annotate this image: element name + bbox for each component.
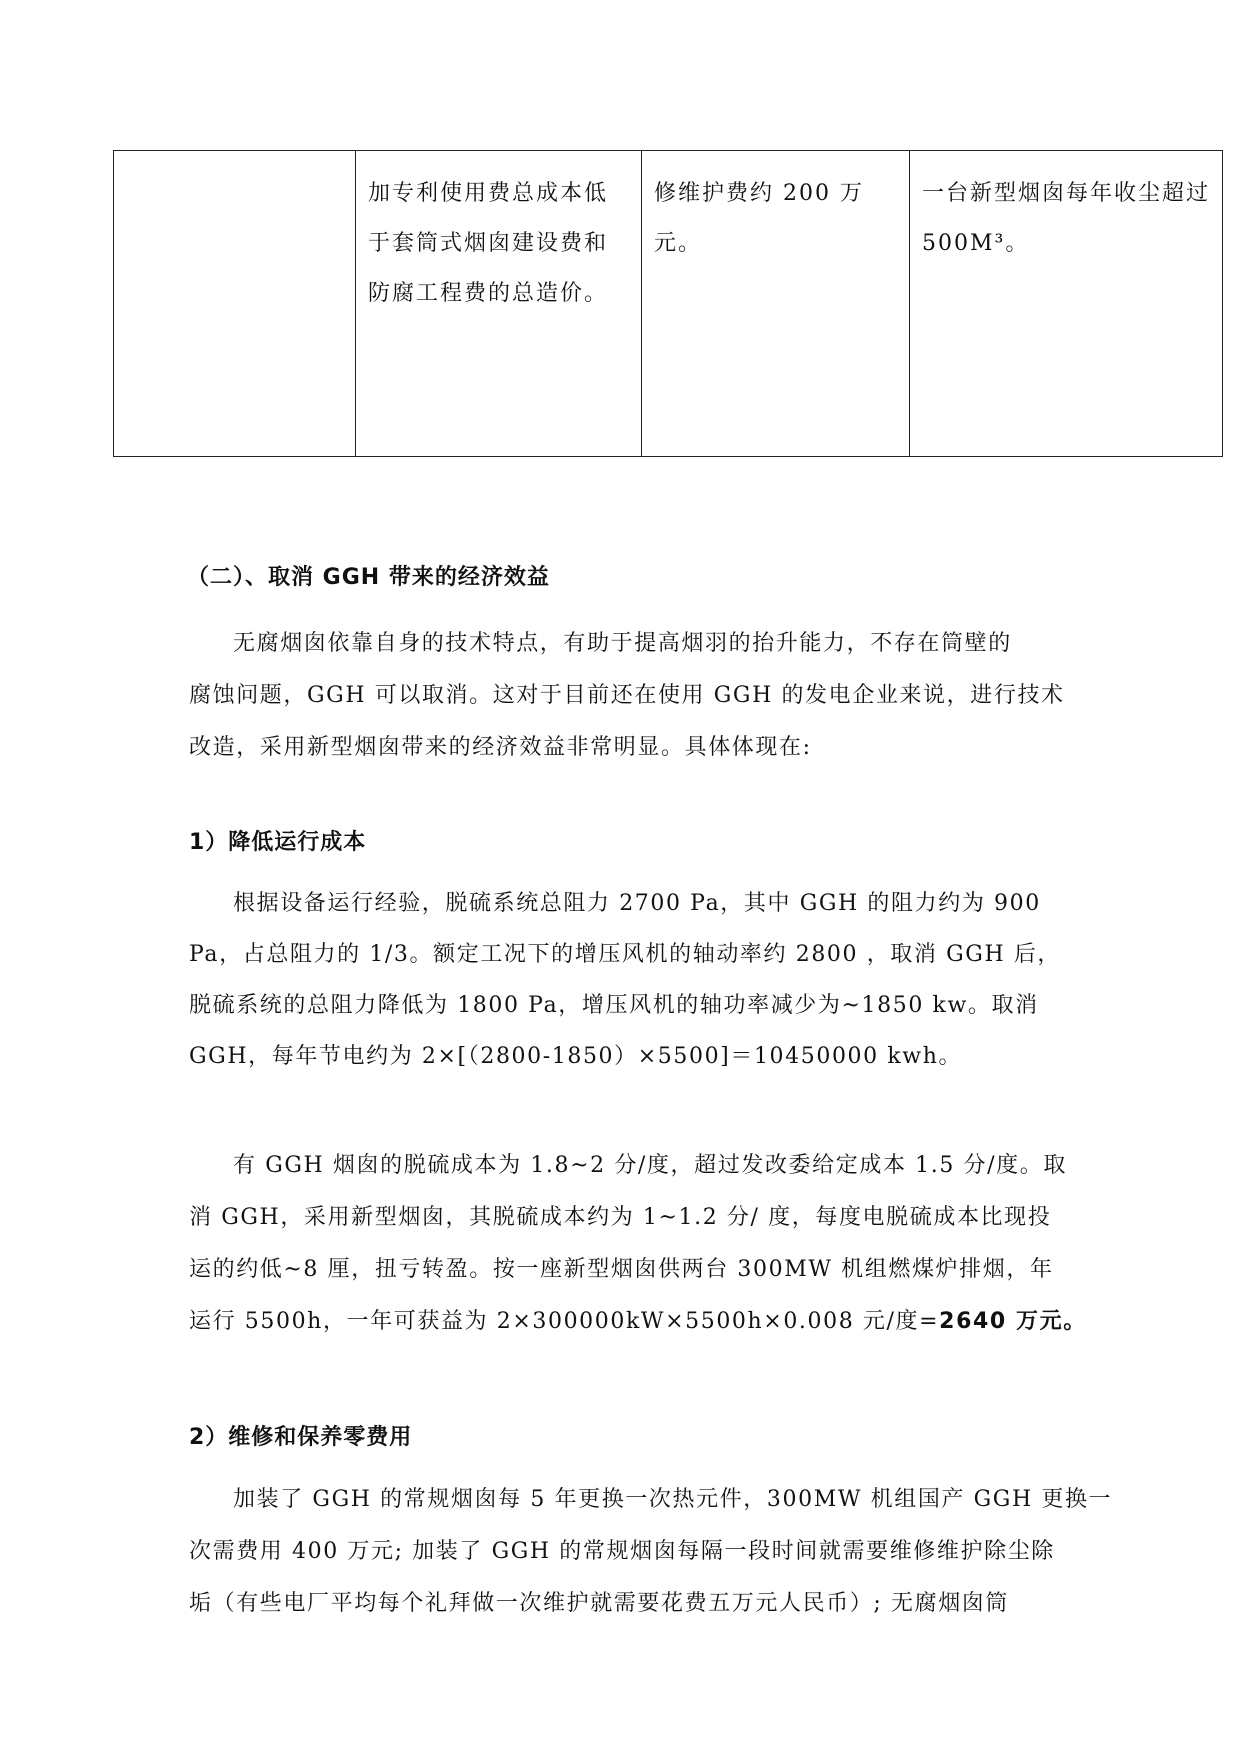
paragraph-line: 次需费用 400 万元; 加装了 GGH 的常规烟囱每隔一段时间就需要维修维护除尘除 bbox=[189, 1539, 1055, 1564]
paragraph-line: 腐蚀问题，GGH 可以取消。这对于目前还在使用 GGH 的发电企业来说，进行技术 bbox=[189, 683, 1065, 708]
paragraph-line: 有 GGH 烟囱的脱硫成本为 1.8~2 分/度，超过发改委给定成本 1.5 分/度。取 bbox=[233, 1153, 1067, 1178]
profit-amount: 2640 万元。 bbox=[939, 1309, 1087, 1334]
paragraph-line: 根据设备运行经验，脱硫系统总阻力 2700 Pa，其中 GGH 的阻力约为 900 bbox=[233, 891, 1041, 916]
paragraph-text: 运行 5500h，一年可获益为 2×300000kW×5500h×0.008 元/度= bbox=[189, 1309, 940, 1334]
cost-paragraph-1 bbox=[189, 878, 1065, 1082]
paragraph-line: 加装了 GGH 的常规烟囱每 5 年更换一次热元件，300MW 机组国产 GGH 更换一 bbox=[233, 1487, 1113, 1512]
paragraph-line: GGH，每年节电约为 2×[（2800-1850）×5500]＝10450000 kwh。 bbox=[189, 1044, 963, 1069]
table-cell-3: 修维护费约 200 万元。 bbox=[642, 151, 910, 457]
paragraph-line: 消 GGH，采用新型烟囱，其脱硫成本约为 1~1.2 分/ 度，每度电脱硫成本比现投 bbox=[189, 1205, 1052, 1230]
comparison-table bbox=[113, 150, 1223, 457]
table-cell-1 bbox=[114, 151, 356, 457]
paragraph-line: 垢（有些电厂平均每个礼拜做一次维护就需要花费五万元人民币）; 无腐烟囱筒 bbox=[189, 1591, 1010, 1616]
paragraph-line: 无腐烟囱依靠自身的技术特点，有助于提高烟羽的抬升能力，不存在筒壁的 bbox=[233, 631, 1012, 656]
subheading-maintenance: 2）维修和保养零费用 bbox=[189, 1425, 413, 1450]
subheading-reduce-cost: 1）降低运行成本 bbox=[189, 830, 367, 855]
cost-paragraph-2 bbox=[189, 1140, 1087, 1348]
paragraph-line: 改造，采用新型烟囱带来的经济效益非常明显。具体体现在: bbox=[189, 735, 812, 760]
section-intro-paragraph bbox=[189, 618, 1065, 774]
paragraph-line bbox=[189, 1296, 1087, 1348]
paragraph-line: 运的约低~8 厘，扭亏转盈。按一座新型烟囱供两台 300MW 机组燃煤炉排烟，年 bbox=[189, 1257, 1054, 1282]
table-row bbox=[114, 151, 1223, 457]
table-cell-2: 加专利使用费总成本低于套筒式烟囱建设费和防腐工程费的总造价。 bbox=[356, 151, 642, 457]
paragraph-line: 脱硫系统的总阻力降低为 1800 Pa，增压风机的轴功率减少为~1850 kw。取消 bbox=[189, 993, 1039, 1018]
section-heading: （二）、取消 GGH 带来的经济效益 bbox=[187, 565, 550, 590]
table-cell-4: 一台新型烟囱每年收尘超过 500M³。 bbox=[910, 151, 1223, 457]
paragraph-line: Pa，占总阻力的 1/3。额定工况下的增压风机的轴动率约 2800 ，取消 GGH 后， bbox=[189, 942, 1062, 967]
maintenance-paragraph bbox=[189, 1474, 1113, 1630]
